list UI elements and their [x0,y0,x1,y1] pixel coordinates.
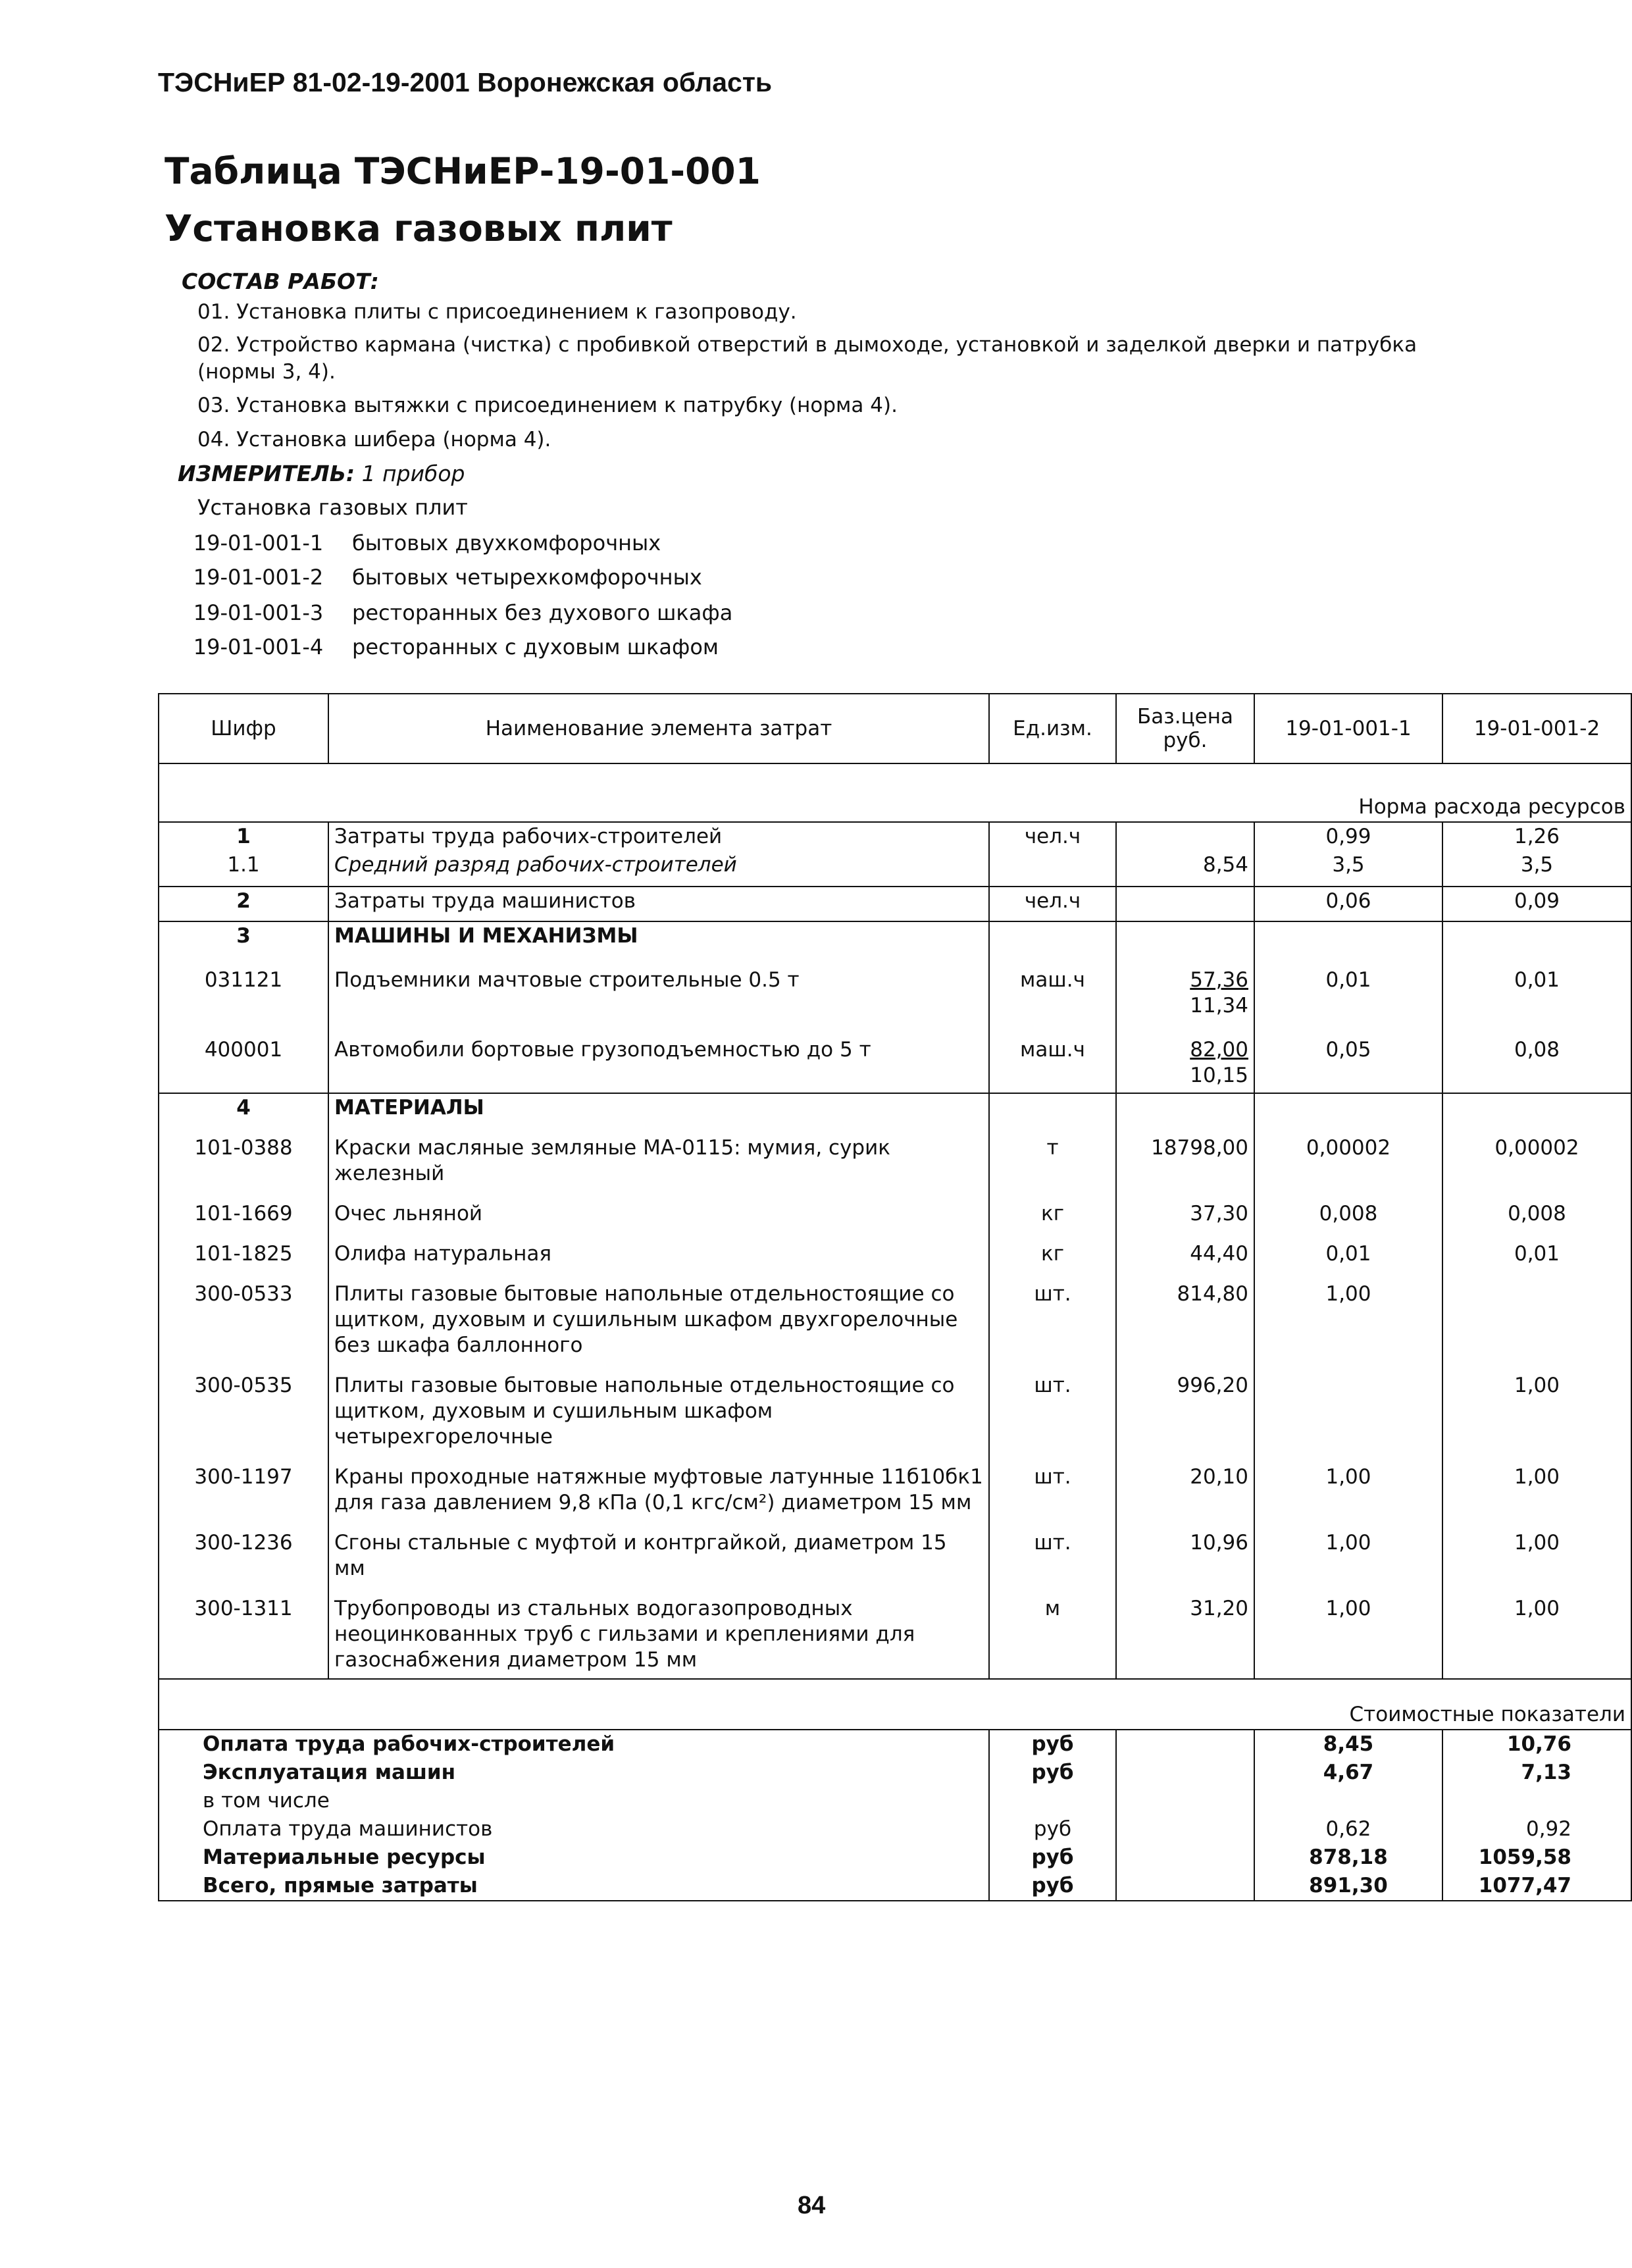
row-norm-1: 1,00 [1254,1463,1442,1529]
cost-value-1: 4,67 [1254,1759,1442,1787]
cost-value-2: 10,76 [1442,1730,1631,1759]
row-price: 31,20 [1116,1595,1254,1679]
col-header-unit: Ед.изм. [989,694,1116,763]
norm-code-item [165,530,661,555]
row-price-main: 82,00 [1190,1038,1248,1062]
cost-unit: руб [989,1843,1116,1872]
cost-header: Стоимостные показатели [159,1679,1631,1730]
norm-code: 19-01-001-2 [193,565,324,590]
row-price [1116,966,1254,1036]
row-norm-1: 0,01 [1254,966,1442,1036]
cost-name: Эксплуатация машин [159,1759,989,1787]
row-unit: т [989,1134,1116,1200]
norm-code-item [165,565,702,590]
work-item: 03. Установка вытяжки с присоединением к патрубку (норма 4). [197,394,898,417]
row-norm-2 [1442,1280,1631,1372]
row-name: Сгоны стальные с муфтой и контргайкой, диаметром 15 мм [328,1529,989,1595]
cost-row [159,1815,1631,1843]
col-header-name: Наименование элемента затрат [328,694,989,763]
row-name: Подъемники мачтовые строительные 0.5 т [328,966,989,1036]
norm-code-name: ресторанных с духовым шкафом [352,634,719,659]
row-norm-2: 0,01 [1442,966,1631,1036]
row-name: Краски масляные земляные МА-0115: мумия, сурик железный [328,1134,989,1200]
cost-unit: руб [989,1872,1116,1901]
row-code: 2 [159,887,328,921]
row-code: 101-1825 [159,1240,328,1280]
row-norm-1: 0,00002 [1254,1134,1442,1200]
row-unit: м [989,1595,1116,1679]
cost-value-1 [1254,1787,1442,1815]
row-code: 031121 [159,966,328,1036]
row-norm-1: 0,01 [1254,1240,1442,1280]
resource-table [158,693,1632,1901]
table-row [159,822,1631,851]
row-norm-2: 3,5 [1442,851,1631,887]
cost-value-1: 0,62 [1254,1815,1442,1843]
row-code: 300-0535 [159,1372,328,1463]
row-norm-1: 1,00 [1254,1529,1442,1595]
row-price [1116,887,1254,921]
cost-unit [989,1787,1116,1815]
row-norm-1: 1,00 [1254,1280,1442,1372]
row-price-main: 57,36 [1190,968,1248,992]
norm-code-item [165,634,719,659]
row-norm-1 [1254,1372,1442,1463]
norm-header-row [159,763,1631,822]
cost-row [159,1759,1631,1787]
meter-value: 1 прибор [361,461,465,486]
table-row [159,851,1631,887]
row-norm-1: 0,05 [1254,1036,1442,1093]
page-number: 84 [798,2192,826,2219]
row-price: 8,54 [1116,851,1254,887]
row-norm-2: 1,00 [1442,1372,1631,1463]
row-unit: маш.ч [989,966,1116,1036]
work-item: 02. Устройство кармана (чистка) с пробивкой отверстий в дымоходе, установкой и заделкой дверки и патрубка (нормы 3, 4). [197,333,1417,384]
row-norm-1: 0,06 [1254,887,1442,921]
table-row [159,1036,1631,1093]
row-name: Краны проходные натяжные муфтовые латунные 11б10бк1 для газа давлением 9,8 кПа (0,1 кгс/см²) диаметром 15 мм [328,1463,989,1529]
row-name: Олифа натуральная [328,1240,989,1280]
work-item: 01. Установка плиты с присоединением к газопроводу. [197,300,797,324]
row-name: Плиты газовые бытовые напольные отдельностоящие со щитком, духовым и сушильным шкафом двухгорелочные без шкафа баллонного [328,1280,989,1372]
cost-name: в том числе [159,1787,989,1815]
running-header: ТЭСНиЕР 81-02-19-2001 Воронежская область [158,67,773,97]
row-code: 101-1669 [159,1200,328,1240]
norm-code: 19-01-001-4 [193,634,324,659]
table-row [159,887,1631,921]
row-code: 400001 [159,1036,328,1093]
table-header-row [159,694,1631,763]
norm-code-name: бытовых четырехкомфорочных [352,565,702,590]
norm-code-name: ресторанных без духового шкафа [352,600,733,625]
table-title: Таблица ТЭСНиЕР-19-01-001 [165,150,761,192]
row-price-machinist: 10,15 [1190,1064,1248,1087]
row-name: Плиты газовые бытовые напольные отдельностоящие со щитком, духовым и сушильным шкафом четырехгорелочные [328,1372,989,1463]
row-norm-2: 0,09 [1442,887,1631,921]
row-code: 1.1 [159,851,328,887]
row-name: Трубопроводы из стальных водогазопроводных неоцинкованных труб с гильзами и креплениями для газоснабжения диаметром 15 мм [328,1595,989,1679]
row-price [1116,822,1254,851]
meter-line [178,461,465,486]
row-norm-2: 0,00002 [1442,1134,1631,1200]
row-norm-2: 1,00 [1442,1529,1631,1595]
row-unit: чел.ч [989,887,1116,921]
row-code: 4 [159,1093,328,1134]
row-code: 101-0388 [159,1134,328,1200]
row-unit [989,851,1116,887]
cost-unit: руб [989,1730,1116,1759]
row-unit: чел.ч [989,822,1116,851]
norm-code-name: бытовых двухкомфорочных [352,530,661,555]
row-price: 996,20 [1116,1372,1254,1463]
row-price [1116,1036,1254,1093]
section-row [159,921,1631,966]
meter-label: ИЗМЕРИТЕЛЬ: [178,461,355,486]
row-norm-1: 0,99 [1254,822,1442,851]
row-unit: кг [989,1240,1116,1280]
cost-name: Материальные ресурсы [159,1843,989,1872]
row-norm-2: 0,08 [1442,1036,1631,1093]
cost-value-2: 1077,47 [1442,1872,1631,1901]
norm-code: 19-01-001-1 [193,530,324,555]
table-row [159,966,1631,1036]
row-norm-2: 1,00 [1442,1463,1631,1529]
table-row [159,1372,1631,1463]
row-price: 44,40 [1116,1240,1254,1280]
cost-row [159,1872,1631,1901]
col-header-code: Шифр [159,694,328,763]
row-norm-2: 0,008 [1442,1200,1631,1240]
row-code: 1 [159,822,328,851]
work-item: 04. Установка шибера (норма 4). [197,428,551,451]
row-code: 300-1236 [159,1529,328,1595]
cost-name: Всего, прямые затраты [159,1872,989,1901]
row-code: 300-1197 [159,1463,328,1529]
group-title: Установка газовых плит [197,495,468,520]
row-name: Очес льняной [328,1200,989,1240]
norm-code: 19-01-001-3 [193,600,324,625]
table-row [159,1463,1631,1529]
row-price: 37,30 [1116,1200,1254,1240]
table-row [159,1595,1631,1679]
row-code: 3 [159,921,328,966]
cost-unit: руб [989,1815,1116,1843]
row-code: 300-0533 [159,1280,328,1372]
row-price: 814,80 [1116,1280,1254,1372]
row-unit: шт. [989,1280,1116,1372]
cost-name: Оплата труда машинистов [159,1815,989,1843]
norm-header: Норма расхода ресурсов [159,763,1631,822]
row-name: Затраты труда рабочих-строителей [328,822,989,851]
row-unit: кг [989,1200,1116,1240]
row-unit: маш.ч [989,1036,1116,1093]
row-norm-1: 1,00 [1254,1595,1442,1679]
row-name: Средний разряд рабочих-строителей [328,851,989,887]
cost-value-2: 7,13 [1442,1759,1631,1787]
section-title: МАТЕРИАЛЫ [328,1093,989,1134]
cost-value-1: 878,18 [1254,1843,1442,1872]
cost-value-2: 1059,58 [1442,1843,1631,1872]
col-header-norm-1: 19-01-001-1 [1254,694,1442,763]
cost-header-row [159,1679,1631,1730]
row-code: 300-1311 [159,1595,328,1679]
table-row [159,1240,1631,1280]
cost-row [159,1787,1631,1815]
row-unit: шт. [989,1372,1116,1463]
cost-row [159,1730,1631,1759]
row-norm-2: 1,26 [1442,822,1631,851]
cost-value-2 [1442,1787,1631,1815]
row-price: 18798,00 [1116,1134,1254,1200]
cost-value-1: 8,45 [1254,1730,1442,1759]
row-norm-2: 0,01 [1442,1240,1631,1280]
table-row [159,1200,1631,1240]
section-title: МАШИНЫ И МЕХАНИЗМЫ [328,921,989,966]
cost-value-1: 891,30 [1254,1872,1442,1901]
table-row [159,1134,1631,1200]
row-name: Автомобили бортовые грузоподъемностью до 5 т [328,1036,989,1093]
cost-value-2: 0,92 [1442,1815,1631,1843]
row-name: Затраты труда машинистов [328,887,989,921]
row-unit: шт. [989,1529,1116,1595]
row-norm-1: 3,5 [1254,851,1442,887]
section-row [159,1093,1631,1134]
row-price: 10,96 [1116,1529,1254,1595]
row-unit: шт. [989,1463,1116,1529]
col-header-norm-2: 19-01-001-2 [1442,694,1631,763]
row-norm-1: 0,008 [1254,1200,1442,1240]
row-price-machinist: 11,34 [1190,994,1248,1018]
table-row [159,1529,1631,1595]
norm-code-item [165,600,732,625]
row-price: 20,10 [1116,1463,1254,1529]
work-composition-heading: СОСТАВ РАБОТ: [182,269,379,294]
row-norm-2: 1,00 [1442,1595,1631,1679]
col-header-price: Баз.цена руб. [1116,694,1254,763]
cost-unit: руб [989,1759,1116,1787]
table-row [159,1280,1631,1372]
cost-row [159,1843,1631,1872]
table-subtitle: Установка газовых плит [165,207,673,249]
cost-name: Оплата труда рабочих-строителей [159,1730,989,1759]
